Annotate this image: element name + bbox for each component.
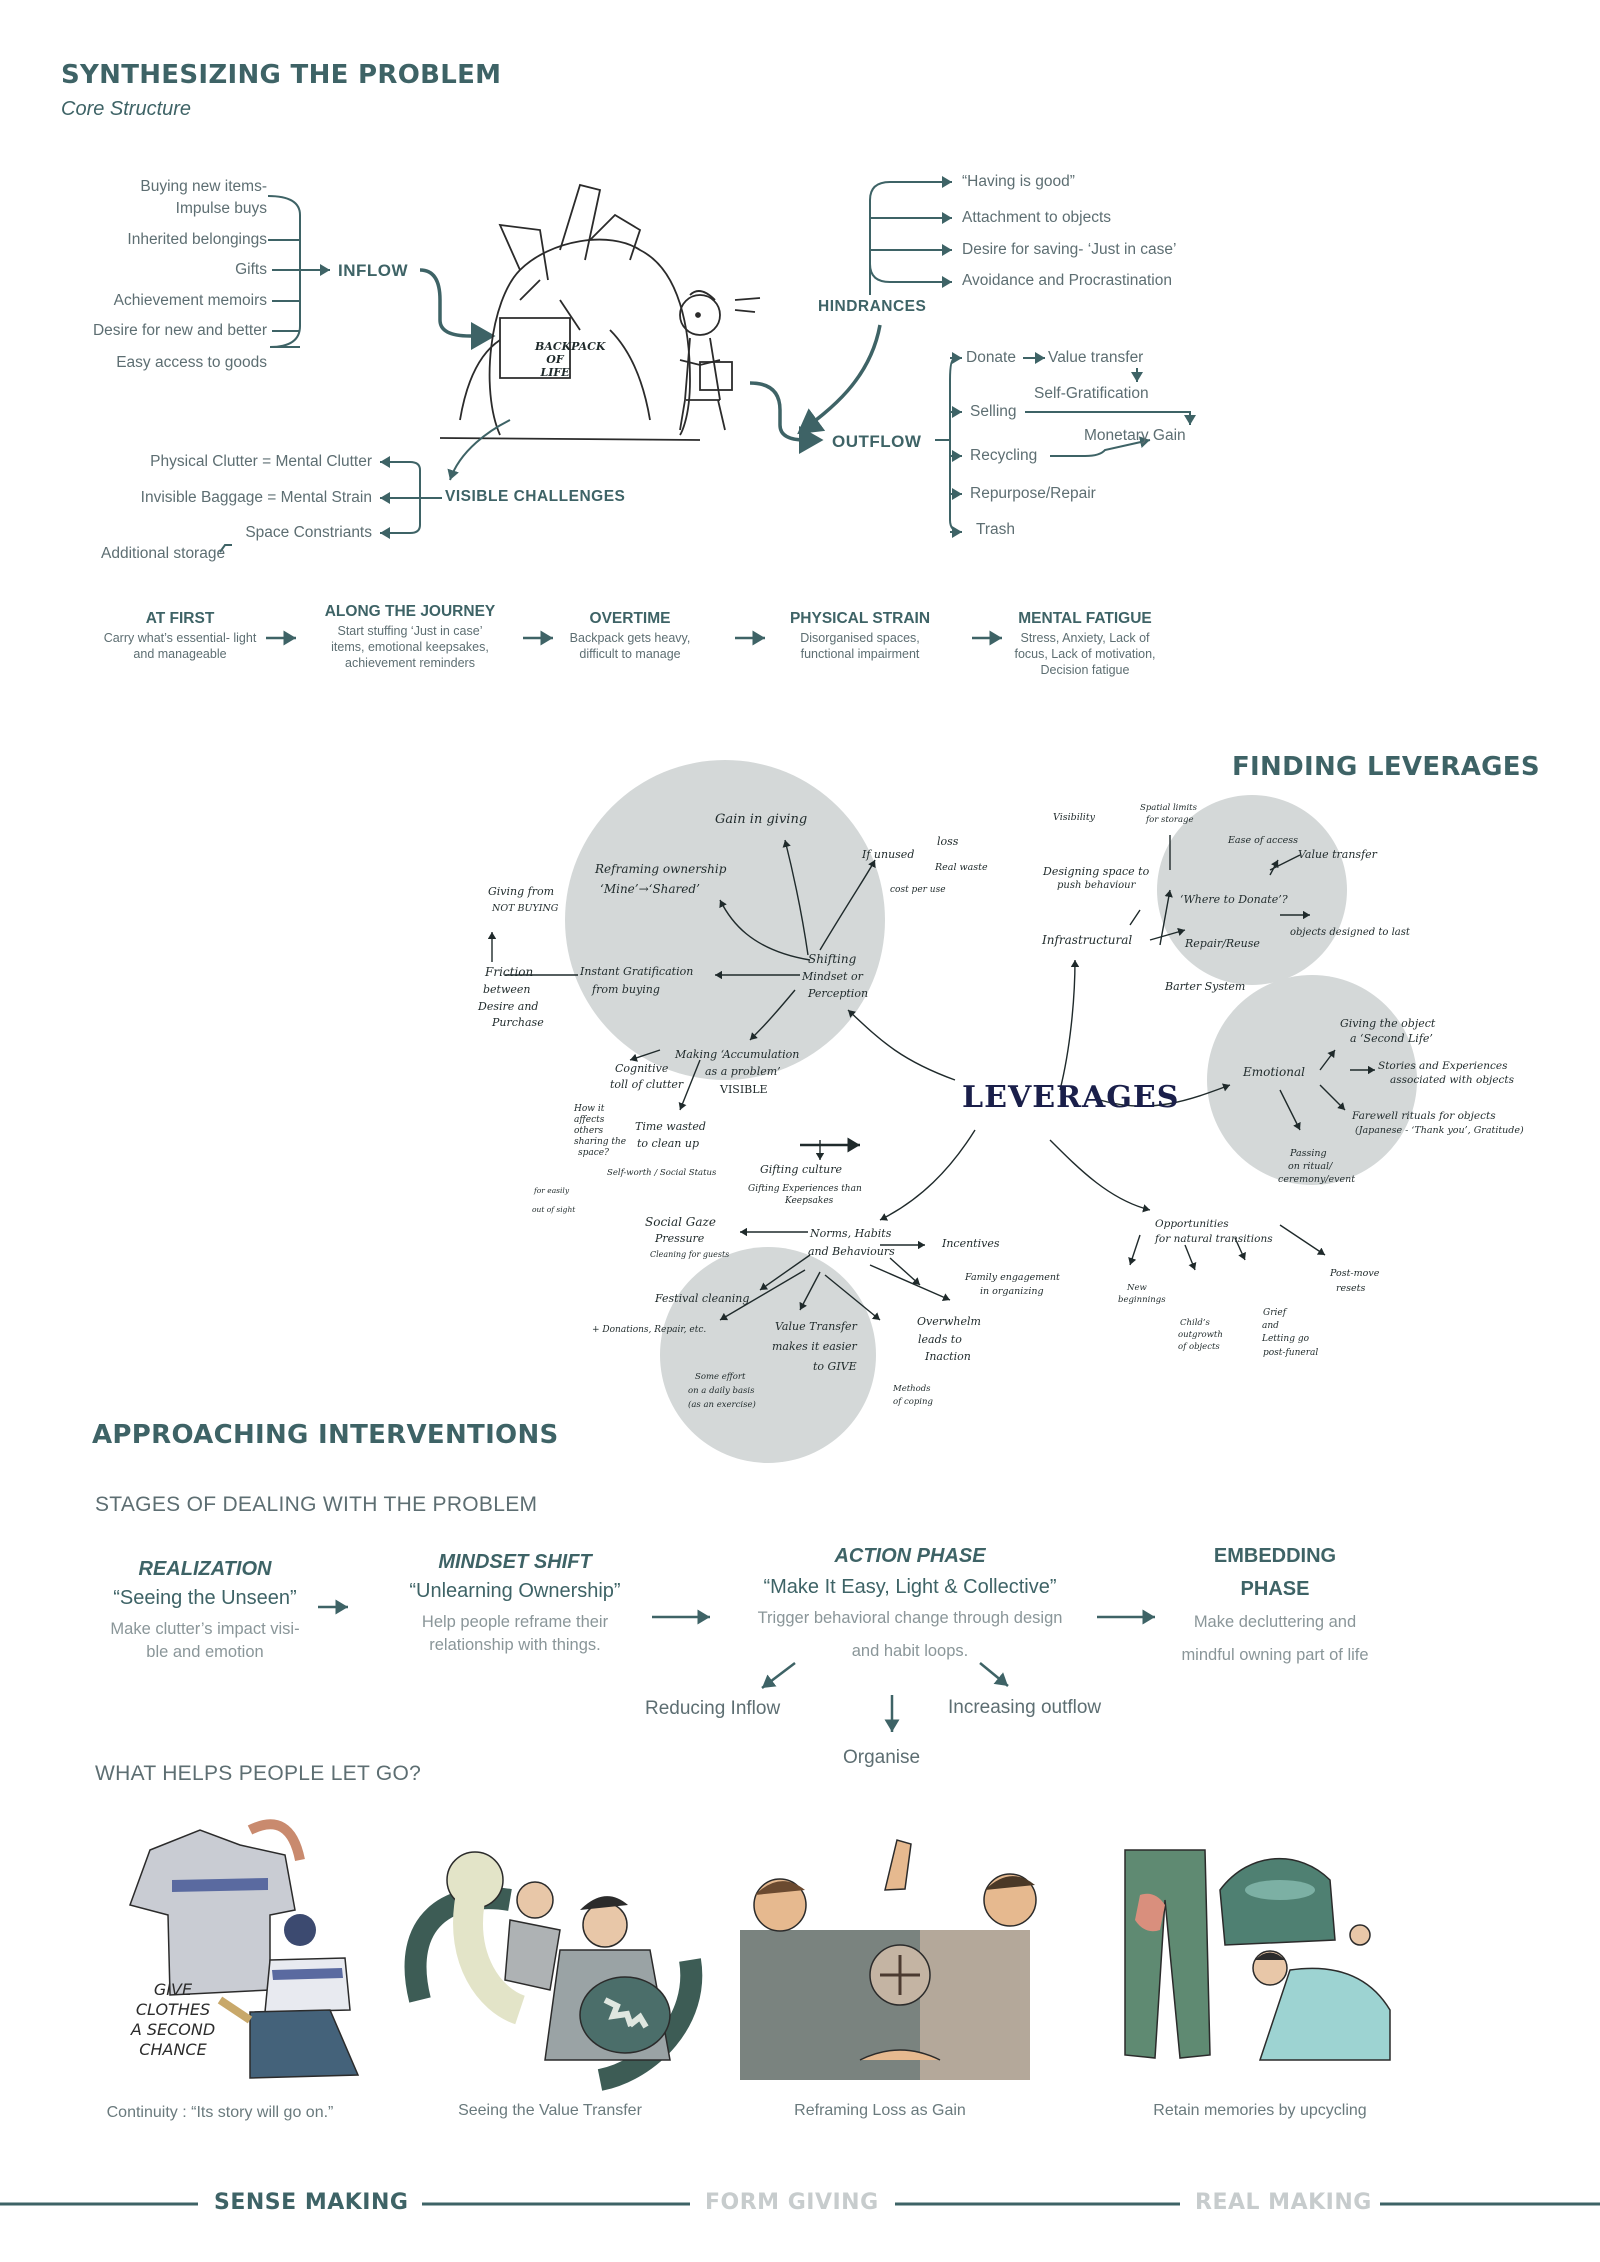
inflow-item: Easy access to goods [116, 354, 267, 371]
journey-step-head: MENTAL FATIGUE [1018, 610, 1152, 627]
note-post-move: Post-move [1330, 1268, 1380, 1279]
outcome-increasing-outflow: Increasing outflow [948, 1697, 1102, 1718]
note-value-transfer2: Value transfer [1298, 848, 1377, 861]
note-as-problem: as a problem’ [705, 1065, 781, 1078]
inflow-label: INFLOW [338, 261, 409, 280]
footer-real-making: REAL MAKING [1195, 2190, 1372, 2215]
visible-challenges-label: VISIBLE CHALLENGES [445, 488, 626, 505]
backpack-text: BACKPACK OF LIFE [535, 340, 606, 379]
note-outgrowth: outgrowth [1178, 1330, 1223, 1340]
note-push: push behaviour [1057, 880, 1136, 891]
inflow-item: Inherited belongings [127, 231, 267, 248]
journey-step-head: OVERTIME [589, 610, 671, 627]
note-on-ritual: on ritual/ [1288, 1161, 1333, 1172]
note-value-transfer: Value Transfer [775, 1320, 857, 1333]
note-how-it: How it [574, 1104, 605, 1114]
note-of-objects: of objects [1178, 1342, 1220, 1352]
note-out-of-sight: out of sight [532, 1205, 576, 1214]
stage-name: EMBEDDING [1213, 1545, 1337, 1567]
note-mine-shared: ‘Mine’→‘Shared’ [600, 882, 700, 896]
outflow-self-gratification: Self-Gratification [1034, 385, 1149, 402]
note-gifting-exp: Gifting Experiences than [748, 1184, 862, 1194]
note-social-gaze: Social Gaze [645, 1215, 716, 1229]
note-associated: associated with objects [1390, 1074, 1515, 1086]
stage-desc: ble and emotion [146, 1643, 264, 1661]
stage-name: REALIZATION [138, 1558, 272, 1580]
hindrances-connectors [870, 182, 952, 295]
page-title: SYNTHESIZING THE PROBLEM [61, 60, 502, 90]
note-passing: Passing [1290, 1148, 1327, 1159]
note-toll: toll of clutter [610, 1078, 684, 1091]
note-real-waste: Real waste [935, 862, 988, 873]
note-organizing: in organizing [980, 1286, 1044, 1297]
stage-name: MINDSET SHIFT [438, 1551, 592, 1573]
art-text: CLOTHES [135, 2000, 211, 2019]
stage-quote: “Seeing the Unseen” [113, 1587, 297, 1609]
note-post-funeral: post-funeral [1263, 1348, 1319, 1358]
challenge-item: Physical Clutter = Mental Clutter [150, 453, 372, 470]
hindrances-to-outflow-arrow [800, 325, 880, 432]
stage-desc: and habit loops. [851, 1642, 969, 1660]
hindrance-item: Desire for saving- ‘Just in case’ [962, 241, 1177, 258]
note-methods: Methods [893, 1384, 931, 1394]
inflow-item: Buying new items- [140, 178, 267, 195]
outflow-monetary-gain: Monetary Gain [1084, 427, 1186, 444]
note-ease: Ease of access [1228, 835, 1299, 846]
stage-desc: Help people reframe their [421, 1613, 609, 1631]
note-letting: Letting go [1262, 1334, 1310, 1344]
leverages-title: FINDING LEVERAGES [1232, 752, 1540, 782]
footer-form-giving: FORM GIVING [705, 2190, 879, 2215]
leverages-center: LEVERAGES [962, 1080, 1180, 1115]
art-text: GIVE [153, 1980, 193, 1999]
stage-embedding [1160, 1545, 1390, 1667]
note-for-easily: for easily [534, 1186, 570, 1195]
note-loss: loss [937, 835, 959, 848]
note-beginnings: beginnings [1118, 1295, 1166, 1305]
note-second-life: a ‘Second Life’ [1350, 1032, 1433, 1045]
page-subtitle: Core Structure [61, 98, 192, 120]
note-giving-object: Giving the object [1340, 1017, 1436, 1030]
note-ceremony: ceremony/event [1278, 1174, 1356, 1185]
challenge-item: Additional storage [101, 545, 226, 562]
note-sharing: sharing the [574, 1137, 627, 1147]
art-text: A SECOND [130, 2020, 216, 2039]
note-natural: for natural transitions [1155, 1233, 1273, 1245]
inflow-to-backpack-arrow [420, 270, 492, 336]
backpack-to-outflow-arrow [750, 383, 820, 440]
note-overwhelm: Overwhelm [917, 1315, 981, 1328]
note-mindset-or: Mindset or [802, 970, 863, 983]
stage-action-phase [700, 1545, 1120, 1663]
challenge-item: Space Constriants [245, 524, 372, 541]
note-not-buying: NOT BUYING [492, 903, 559, 914]
note-where: ‘Where to Donate’? [1180, 893, 1288, 906]
illustration-upcycling [1125, 1850, 1390, 2060]
let-go-heading: WHAT HELPS PEOPLE LET GO? [95, 1762, 422, 1785]
note-inaction: Inaction [925, 1350, 971, 1363]
outflow-label: OUTFLOW [832, 432, 922, 451]
note-some-effort: Some effort [695, 1372, 746, 1382]
note-gifting: Gifting culture [760, 1163, 842, 1176]
note-purchase: Purchase [492, 1016, 544, 1029]
note-and: and [1262, 1321, 1279, 1331]
journey-step [775, 610, 945, 662]
outflow-value-transfer: Value transfer [1048, 349, 1144, 366]
note-resets: resets [1336, 1283, 1366, 1294]
note-others: others [574, 1126, 604, 1136]
journey-step [310, 603, 510, 671]
illustration-caption-art [128, 1980, 218, 2060]
note-emotional: Emotional [1243, 1065, 1305, 1079]
interventions-title: APPROACHING INTERVENTIONS [92, 1420, 559, 1450]
note-instant: Instant Gratification [580, 965, 694, 978]
caption-continuity: Continuity : “Its story will go on.” [106, 2104, 334, 2121]
hindrance-item: “Having is good” [962, 173, 1075, 190]
note-childs: Child’s [1180, 1318, 1210, 1328]
note-visible: VISIBLE [720, 1083, 768, 1096]
note-norms: Norms, Habits [810, 1227, 892, 1240]
note-stories: Stories and Experiences [1378, 1060, 1508, 1072]
note-cost-per-use: cost per use [890, 885, 946, 895]
outflow-repurpose: Repurpose/Repair [970, 485, 1096, 502]
note-barter: Barter System [1165, 980, 1246, 993]
note-of-coping: of coping [893, 1397, 933, 1407]
stage-realization [80, 1558, 330, 1664]
note-objects-designed: objects designed to last [1290, 927, 1410, 938]
stage-desc: Make decluttering and [1193, 1613, 1357, 1631]
backpack-sketch [440, 185, 760, 440]
note-leads-to: leads to [918, 1333, 962, 1346]
note-cognitive: Cognitive [615, 1062, 669, 1075]
note-daily: on a daily basis [688, 1386, 755, 1396]
stage-name: ACTION PHASE [834, 1545, 986, 1567]
note-time-wasted: Time wasted [635, 1120, 706, 1133]
outflow-selling: Selling [970, 403, 1017, 420]
note-cleaning-guests: Cleaning for guests [650, 1250, 730, 1259]
footer-sense-making: SENSE MAKING [214, 2190, 409, 2215]
note-keepsakes: Keepsakes [785, 1196, 834, 1206]
illustration-loss-gain [740, 1840, 1036, 2080]
outcome-reducing-inflow: Reducing Inflow [645, 1698, 781, 1719]
journey-step [100, 610, 260, 662]
note-visibility: Visibility [1053, 812, 1096, 823]
backpack-to-challenges-arrow [450, 420, 510, 480]
journey-step-text: Carry what’s essential- light and manageable [103, 631, 257, 661]
note-affects: affects [574, 1115, 605, 1125]
journey-step-head: AT FIRST [145, 610, 215, 627]
journey-step-text: Start stuffing ‘Just in case’ items, emotional keepsakes, achievement reminders [331, 624, 489, 670]
journey-step-text: Stress, Anxiety, Lack of focus, Lack of motivation, Decision fatigue [1014, 631, 1156, 677]
note-from-buying: from buying [592, 983, 660, 996]
inflow-item: Impulse buys [175, 200, 267, 217]
challenge-item: Invisible Baggage = Mental Strain [140, 489, 372, 506]
stage-desc: relationship with things. [429, 1636, 601, 1654]
note-infrastructural: Infrastructural [1042, 933, 1133, 947]
note-festival: Festival cleaning [655, 1292, 750, 1305]
inflow-item: Achievement memoirs [113, 292, 267, 309]
note-between: between [483, 983, 531, 996]
journey-step-text: Disorganised spaces, functional impairment [800, 631, 920, 661]
note-to-clean: to clean up [637, 1137, 699, 1150]
journey-step-head: PHYSICAL STRAIN [789, 610, 931, 627]
hindrances-label: HINDRANCES [818, 298, 927, 315]
stage-desc: mindful owning part of life [1181, 1646, 1369, 1664]
inflow-item: Gifts [235, 261, 267, 278]
caption-loss-gain: Reframing Loss as Gain [794, 2102, 966, 2119]
journey-step-head: ALONG THE JOURNEY [324, 603, 496, 620]
hindrance-item: Avoidance and Procrastination [962, 272, 1172, 289]
note-space: space? [578, 1148, 609, 1158]
note-family: Family engagement [965, 1272, 1060, 1283]
art-text: CHANCE [139, 2040, 207, 2059]
journey-step-text: Backpack gets heavy, difficult to manage [569, 631, 691, 661]
outcome-organise: Organise [843, 1747, 921, 1768]
note-and-behaviours: and Behaviours [808, 1245, 895, 1258]
note-spatial: Spatial limits [1140, 803, 1197, 813]
note-for-storage: for storage [1146, 815, 1194, 825]
hindrance-item: Attachment to objects [962, 209, 1112, 226]
note-perception: Perception [808, 987, 869, 1000]
note-japanese: (Japanese - ‘Thank you’, Gratitude) [1355, 1125, 1524, 1136]
note-if-unused: If unused [862, 848, 915, 861]
stage-quote: “Make It Easy, Light & Collective” [763, 1576, 1057, 1598]
note-makes-it: makes it easier [772, 1340, 857, 1353]
stage-desc: Trigger behavioral change through design [757, 1609, 1063, 1627]
note-self-worth: Self-worth / Social Status [607, 1168, 717, 1178]
note-new: New [1127, 1283, 1147, 1293]
note-shifting: Shifting [808, 952, 857, 966]
note-repair: Repair/Reuse [1185, 937, 1260, 950]
stage-desc: Make clutter’s impact visi- [110, 1620, 300, 1638]
stages-heading: STAGES OF DEALING WITH THE PROBLEM [95, 1493, 538, 1516]
inflow-bracket [268, 196, 330, 347]
caption-upcycling: Retain memories by upcycling [1153, 2102, 1367, 2119]
caption-value-transfer: Seeing the Value Transfer [458, 2102, 642, 2119]
note-grief: Grief [1263, 1308, 1287, 1318]
note-farewell: Farewell rituals for objects [1352, 1110, 1496, 1122]
note-gain-in-giving: Gain in giving [715, 812, 808, 827]
note-to-give: to GIVE [813, 1360, 857, 1373]
note-donations: + Donations, Repair, etc. [592, 1325, 707, 1335]
note-giving-from: Giving from [488, 885, 555, 898]
note-reframing: Reframing ownership [595, 862, 727, 876]
stage-quote: “Unlearning Ownership” [409, 1580, 621, 1602]
note-opportunities: Opportunities [1155, 1218, 1229, 1230]
note-desire-and: Desire and [478, 1000, 539, 1013]
outflow-trash: Trash [976, 521, 1016, 538]
note-designing: Designing space to [1043, 865, 1150, 878]
note-friction: Friction [485, 965, 534, 979]
stage-mindset-shift [380, 1551, 650, 1657]
note-incentives: Incentives [942, 1237, 1000, 1250]
illustration-value-transfer [416, 1852, 692, 2080]
journey-step [560, 610, 700, 662]
outflow-donate: Donate [966, 349, 1016, 366]
outflow-recycling: Recycling [970, 447, 1038, 464]
note-pressure: Pressure [655, 1232, 705, 1245]
inflow-item: Desire for new and better [92, 322, 267, 339]
journey-step [1000, 610, 1170, 678]
note-making: Making ‘Accumulation [675, 1048, 800, 1061]
stage-name: PHASE [1240, 1578, 1310, 1600]
note-exercise: (as an exercise) [688, 1400, 756, 1410]
